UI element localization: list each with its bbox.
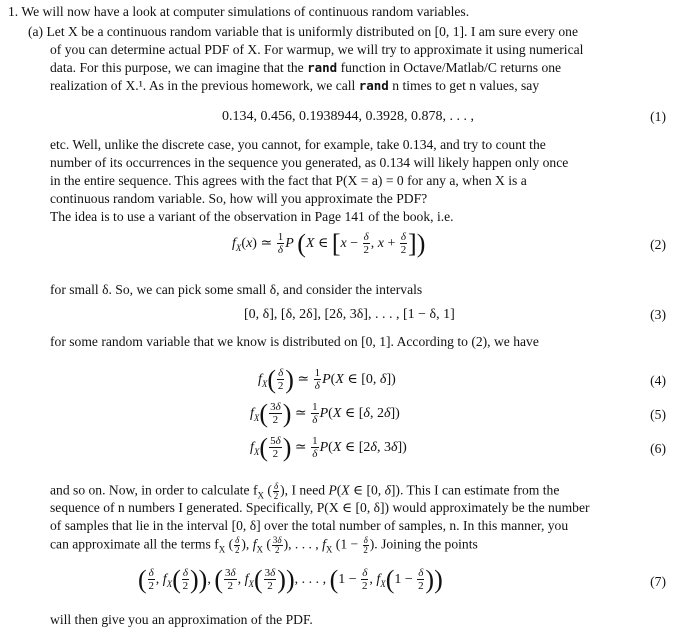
equation-6: $f_X$( $\frac{5\delta}{2}$ ) ≃ $\frac{1}{\delta}$ P(X ∈ [2δ, 3δ]) xyxy=(250,432,407,462)
question-heading: 1. We will now have a look at computer simulations of continuous random variables. xyxy=(8,4,470,19)
text-run: data. For this purpose, we can imagine that the xyxy=(50,60,304,75)
equation-number: (4) xyxy=(650,373,666,388)
equation-number: (5) xyxy=(650,407,666,422)
equation-number: (6) xyxy=(650,441,666,456)
paragraph-line: will then give you an approximation of the PDF. xyxy=(50,612,313,627)
text-run: can approximate all the terms f xyxy=(50,536,219,552)
equation-1: 0.134, 0.456, 0.1938944, 0.3928, 0.878, . . . , xyxy=(222,109,474,124)
paragraph-line: and so on. Now, in order to calculate $f_X$ ( $\frac{\delta}{2}$ ), I need P(X ∈ [0, δ]). This I can estimate from the xyxy=(50,481,560,501)
equation-number: (2) xyxy=(650,237,666,252)
equation-5: $f_X$( $\frac{3\delta}{2}$ ) ≃ $\frac{1}{\delta}$ P(X ∈ [δ, 2δ]) xyxy=(250,398,400,428)
paragraph-line: The idea is to use a variant of the observation in Page 141 of the book, i.e. xyxy=(50,209,454,224)
text-run: function in Octave/Matlab/C returns one xyxy=(340,60,562,75)
paragraph-line: in the entire sequence. This agrees with the fact that P(X = a) = 0 for any a, when X is a xyxy=(50,173,527,188)
paragraph-line: continuous random variable. So, how will you approximate the PDF? xyxy=(50,191,428,206)
paragraph-line: can approximate all the terms $f_X$ ( $\frac{\delta}{2}$ ), $f_X$ ( $\frac{3\delta}{2}$ ), . . . , $f_X$ (1 − $\frac{\delta}{2}$ ). Joining the points xyxy=(50,535,478,555)
paragraph-line xyxy=(50,78,539,94)
equation-3: [0, δ], [δ, 2δ], [2δ, 3δ], . . . , [1 − δ, 1] xyxy=(244,307,455,322)
paragraph-line: etc. Well, unlike the discrete case, you cannot, for example, take 0.134, and try to count the xyxy=(50,137,546,152)
equation-4: $f_X$( $\frac{\delta}{2}$ ) ≃ $\frac{1}{\delta}$ P(X ∈ [0, δ]) xyxy=(258,364,396,394)
paragraph-line: of you can determine actual PDF of X. For warmup, we will try to approximate it using numerical xyxy=(50,42,584,57)
text-run: n times to get n values, say xyxy=(392,78,540,93)
equation-number: (1) xyxy=(650,109,666,124)
paragraph-line: number of its occurrences in the sequence you generated, as 0.134 will likely happen only once xyxy=(50,155,569,170)
paragraph-line: for small δ. So, we can pick some small δ, and consider the intervals xyxy=(50,282,423,297)
equation-2: $f_X(x)$ ≃ $\frac{1}{\delta}$ P (X ∈ [x − $\frac{\delta}{2}$ , x + $\frac{\delta}{2}$ ]) xyxy=(232,228,426,258)
paragraph-line: of samples that lie in the interval [0, δ] over the total number of samples, n. In this manner, you xyxy=(50,518,569,533)
equation-number: (7) xyxy=(650,574,666,589)
paragraph-line: sequence of n numbers I generated. Specifically, P(X ∈ [0, δ]) would approximately be the number xyxy=(50,500,590,515)
paragraph-line xyxy=(50,60,561,76)
paragraph-line: (a) Let X be a continuous random variable that is uniformly distributed on [0, 1]. I am sure every one xyxy=(28,24,579,39)
paragraph-line: for some random variable that we know is distributed on [0, 1]. According to (2), we have xyxy=(50,334,539,349)
text-run: and so on. Now, in order to calculate f xyxy=(50,482,258,498)
code-rand: rand xyxy=(307,60,338,75)
code-rand: rand xyxy=(358,78,389,93)
equation-7: ( $\frac{\delta}{2}$ , $f_X$( $\frac{\delta}{2}$ )), ( $\frac{3\delta}{2}$ , $f_X$( $\frac{3\delta}{2}$ )), . . . , (1 − $\frac{\delta}{2}$ , $f_X(1$ − $\frac{\delta}{2}$ )) xyxy=(138,564,443,594)
equation-number: (3) xyxy=(650,307,666,322)
text-run: realization of X.¹. As in the previous homework, we call xyxy=(50,78,356,93)
